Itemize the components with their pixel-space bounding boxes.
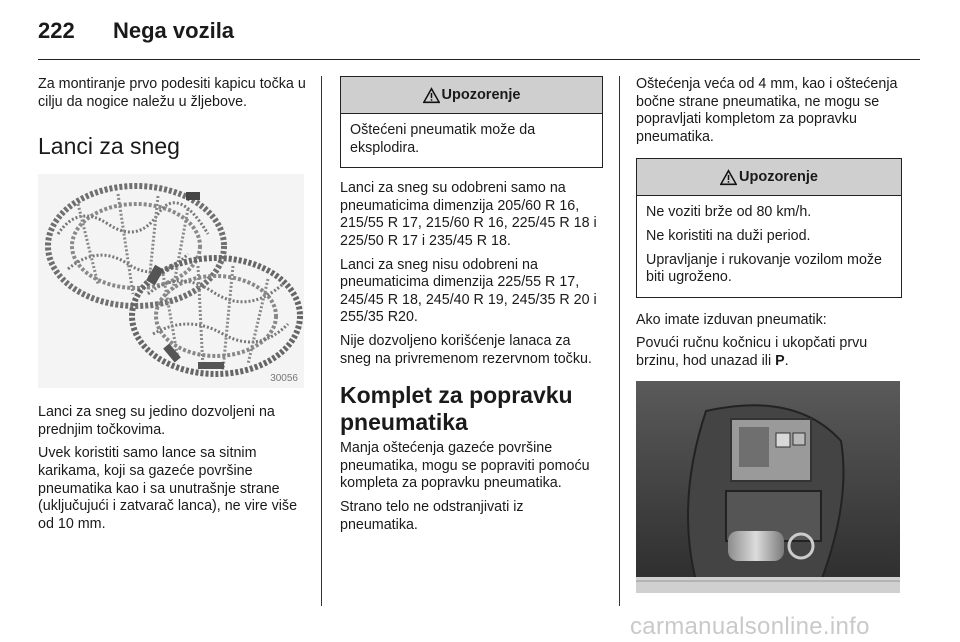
warning-text: Oštećeni pneumatik može da eksplodira. [350,122,536,156]
column-left [38,76,306,539]
warning-box [340,76,603,168]
paragraph: Strano telo ne odstranjivati iz pneumatika. [340,498,524,533]
paragraph: Uvek koristiti samo lance sa sitnim karikama, koji sa gazeće površine pneumatika kao i sa unutrašnje strane (uključujući i zatvarač lanca), ne vire više od 10 mm. [38,445,298,532]
warning-text: Ne koristiti na duži period. [646,227,811,244]
snow-chains-illustration [38,174,304,388]
paragraph: Za montiranje prvo podesiti kapicu točka u cilju da nogice naležu u žljebove. [38,76,306,110]
paragraph: Lanci za sneg su jedino dozvoljeni na prednjim točkovima. [38,404,275,438]
watermark: carmanualsonline.info [630,613,870,640]
repair-kit-illustration [636,381,900,593]
paragraph-text: Povući ručnu kočnicu i ukopčati prvu brzinu, hod unazad ili [636,335,868,369]
header-rule [38,59,920,60]
warning-title: Upozorenje [441,87,521,103]
warning-header [637,159,901,196]
paragraph: Lanci za sneg su odobreni samo na pneumaticima dimenzija 205/60 R 16, 215/55 R 17, 215/60 R 16, 225/45 R 18 i 225/50 R 17 i 235/45 R 18. [340,180,597,249]
paragraph: Oštećenja veća od 4 mm, kao i oštećenja bočne strane pneumatika, ne mogu se popravljati kompletom za popravku pneumatika. [636,76,898,145]
column-divider [619,76,620,606]
warning-triangle-icon [720,169,737,186]
column-middle [340,76,603,540]
paragraph: Ako imate izduvan pneumatik: [636,311,827,328]
figure-code: 30056 [270,373,298,385]
column-right [636,76,902,593]
paragraph-text: . [784,352,789,369]
warning-text: Ne voziti brže od 80 km/h. [646,204,812,221]
warning-body [341,114,602,167]
column-divider [321,76,322,606]
paragraph: Lanci za sneg nisu odobreni na pneumaticima dimenzija 225/55 R 17, 245/45 R 18, 245/40 R 19, 245/35 R 20 i 255/35 R20. [340,256,597,326]
page-title: Nega vozila [113,18,235,43]
section-heading: Lanci za sneg [38,133,180,160]
warning-body [637,196,901,296]
paragraph: Nije dozvoljeno korišćenje lanaca za sneg na privremenom rezervnom točku. [340,332,592,367]
paragraph: Manja oštećenja gazeće površine pneumatika, mogu se popraviti pomoću kompleta za popravku pneumatika. [340,440,590,492]
page-header [38,18,918,52]
snow-chains-figure [38,174,304,388]
warning-header [341,77,602,114]
paragraph [636,335,902,370]
gear-label: P [775,352,785,369]
repair-kit-figure [636,381,900,593]
warning-text: Upravljanje i rukovanje vozilom može biti ugroženo. [646,251,882,286]
section-heading: Komplet za popravku pneumatika [340,382,573,436]
warning-triangle-icon [423,87,440,104]
warning-box [636,158,902,297]
warning-title: Upozorenje [739,169,818,186]
page-number: 222 [38,18,75,43]
